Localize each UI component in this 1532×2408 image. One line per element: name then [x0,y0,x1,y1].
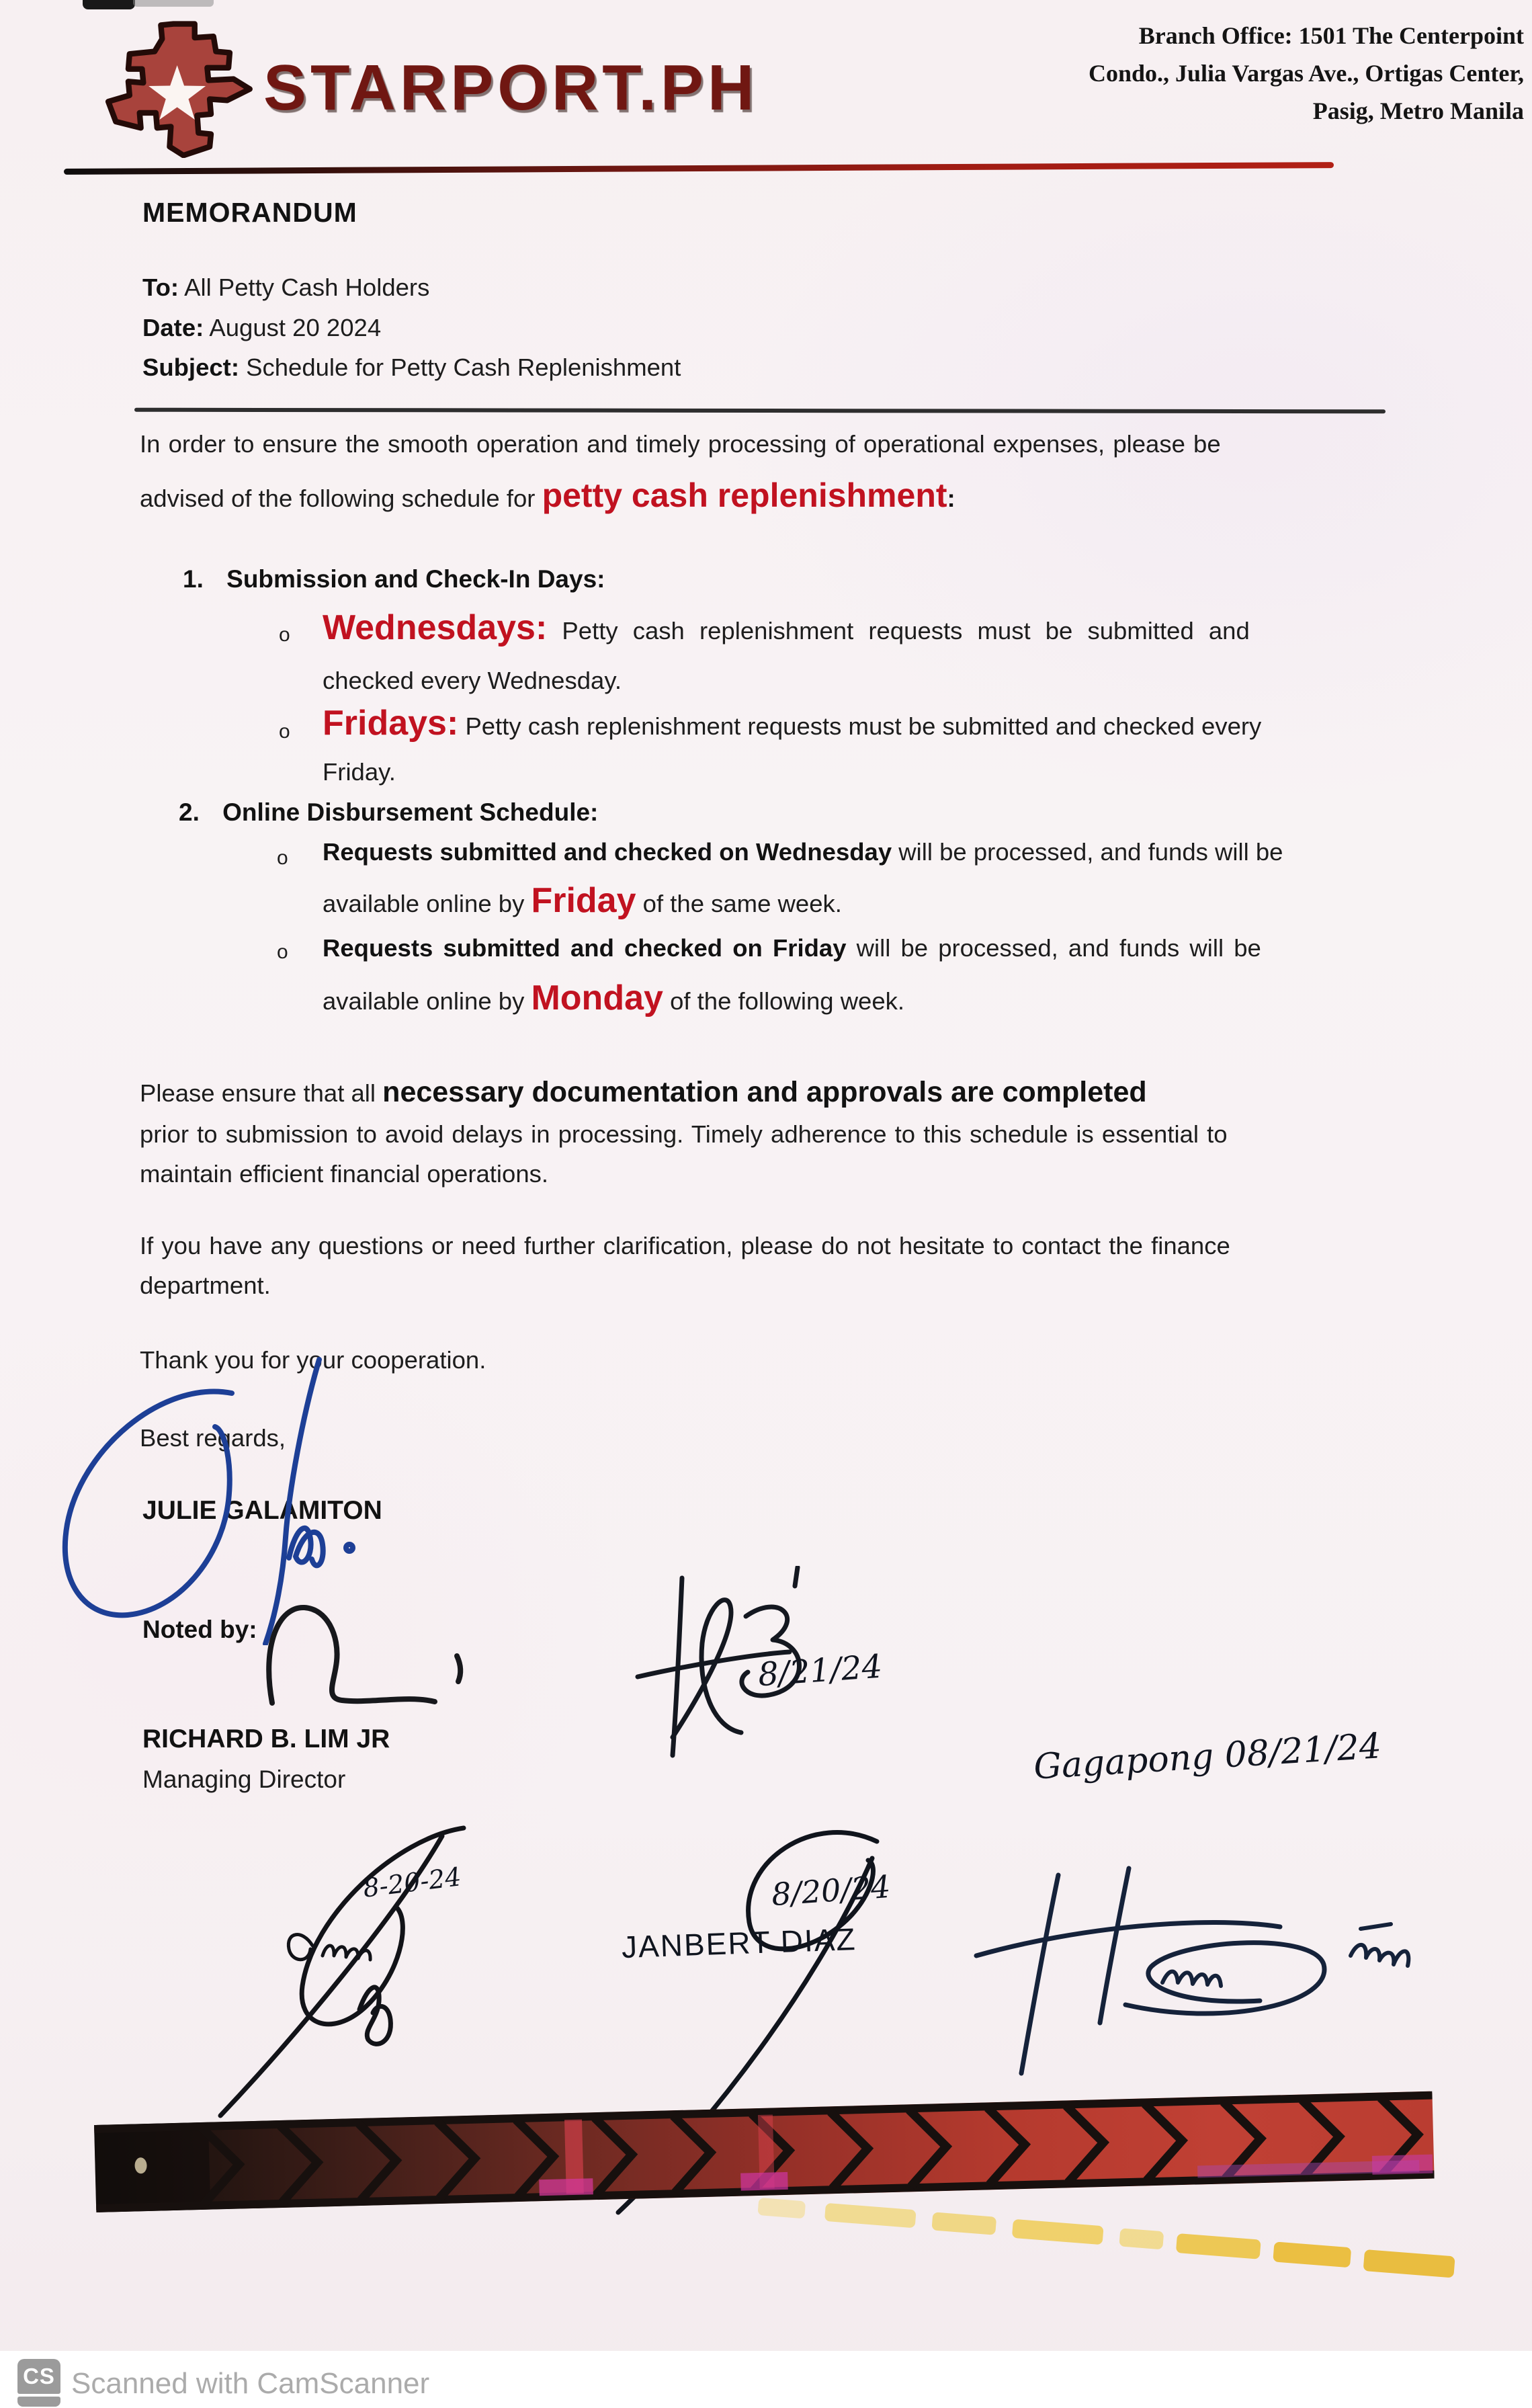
scan-smudge [133,0,214,7]
intro-line-2-pre: advised of the following schedule for [140,485,542,512]
date-label: Date: [142,314,204,341]
day-friday: Friday [531,881,636,920]
bullet-wed-processing-line-1 [323,840,1283,865]
date-value: August 20 2024 [204,314,382,341]
address-line: Branch Office: 1501 The Centerpoint [1138,22,1524,49]
bullet-wed-processing-line-2 [323,883,842,918]
closing-pre: Please ensure that all [140,1079,383,1107]
day-monday: Monday [531,979,663,1018]
address-line: Condo., Julia Vargas Ave., Ortigas Center, [1088,59,1524,87]
bullet-fri-processing-rest: will be processed, and funds will be [846,934,1261,962]
memo-subject-line [142,356,681,380]
header-divider [64,162,1334,175]
subject-label: Subject: [142,354,239,381]
bullet-fridays-line-2: Friday. [323,758,396,786]
intro-highlight: petty cash replenishment [542,476,947,514]
starburst-logo-icon [99,20,257,158]
memo-to-line [142,276,429,300]
brand-logo-text: STARPORT.PH [263,52,759,124]
thanks-line: Thank you for your cooperation. [140,1346,486,1374]
bullet-fri-processing-bold: Requests submitted and checked on Friday [323,934,847,962]
bullet-marker: o [277,941,288,963]
noted-title: Managing Director [142,1766,346,1793]
to-value: All Petty Cash Holders [179,274,430,301]
line-2-post: of the following week. [663,987,905,1015]
signer-name: JULIE GALAMITON [142,1496,382,1525]
to-label: To: [142,274,179,301]
camscanner-badge-base [17,2397,60,2407]
subject-divider [134,408,1386,414]
subject-value: Schedule for Petty Cash Replenishment [239,354,681,381]
address-line: Pasig, Metro Manila [1312,97,1524,124]
line-2-pre: available online by [323,890,531,917]
camscanner-badge-icon [17,2359,60,2408]
closing-line-2: prior to submission to avoid delays in processing. Timely adherence to this schedule is essential to [140,1120,1228,1148]
bullet-fri-processing-line-1 [323,936,1261,961]
bottom-right-signature [958,1845,1441,2114]
regards-line: Best regards, [140,1424,286,1452]
scan-smudge [83,0,135,9]
day-fridays: Fridays: [323,704,459,743]
line-2-pre: available online by [323,987,531,1015]
closing-line-3: maintain efficient financial operations. [140,1160,549,1188]
list-item-1 [183,567,605,591]
bullet-wednesdays-line-2: checked every Wednesday. [323,667,622,694]
closing-line-1 [140,1078,1147,1107]
bullet-marker: o [279,720,290,743]
handwritten-date-left: 8-20-24 [361,1862,463,1903]
closing-bold: necessary documentation and approvals are completed [382,1076,1147,1108]
camscanner-caption: Scanned with CamScanner [71,2367,430,2400]
questions-line-2: department. [140,1272,271,1299]
richard-signature [252,1594,480,1708]
handwritten-date-janbert: 8/20/24 [770,1868,892,1913]
bullet-wednesdays-text: Petty cash replenishment requests must be submitted and [547,617,1250,645]
handwritten-name-janbert: JANBERT DIAZ [621,1921,857,1965]
memo-title: MEMORANDUM [142,197,357,228]
bullet-wed-processing-rest: will be processed, and funds will be [892,838,1283,866]
list-number-1: 1. [183,565,204,593]
bullet-fri-processing-line-2 [323,979,905,1018]
noted-name: RICHARD B. LIM JR [142,1725,390,1753]
questions-line-1: If you have any questions or need further clarification, please do not hesitate to contact the finance [140,1232,1230,1259]
list-number-2: 2. [179,798,200,826]
bullet-marker: o [279,624,290,646]
list-item-2 [179,800,598,825]
branch-address [919,17,1524,130]
handwritten-note-gagapong: Gagapong 08/21/24 [1032,1726,1383,1788]
list-heading-1: Submission and Check-In Days: [226,565,605,593]
bullet-fridays-text: Petty cash replenishment requests must be submitted and checked every [458,712,1262,740]
noted-by-label: Noted by: [142,1616,257,1643]
camscanner-badge-text: CS [17,2359,60,2394]
line-2-post: of the same week. [636,890,842,917]
bullet-fridays-line-1 [323,706,1261,741]
list-heading-2: Online Disbursement Schedule: [222,798,599,826]
bullet-wed-processing-bold: Requests submitted and checked on Wednesday [323,838,892,866]
intro-line-2 [140,476,955,514]
day-wednesdays: Wednesdays: [323,608,548,647]
bullet-wednesdays-line-1 [323,610,1250,645]
intro-colon: : [947,485,955,512]
bottom-left-signature [195,1808,511,2124]
bullet-marker: o [277,847,288,869]
intro-line-1: In order to ensure the smooth operation and timely processing of operational expenses, please be [140,430,1221,458]
memo-date-line [142,316,381,341]
yellow-dashes-graphic [753,2192,1470,2329]
handwritten-date-mid: 8/21/24 [757,1647,884,1694]
